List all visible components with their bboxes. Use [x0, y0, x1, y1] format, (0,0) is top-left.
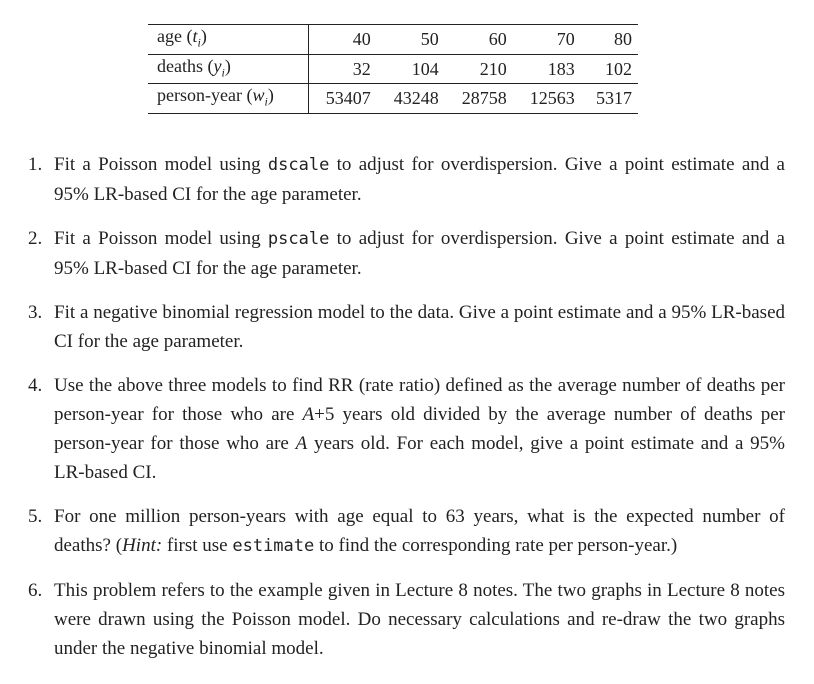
data-table — [148, 24, 638, 114]
table-row-deaths — [148, 54, 638, 84]
table-cell: 60 — [445, 25, 513, 55]
table-cell: 43248 — [377, 84, 445, 114]
problem-list — [0, 150, 785, 663]
table-cell: 50 — [377, 25, 445, 55]
table-cell: 183 — [513, 54, 581, 84]
problem-item-6: 6. This problem refers to the example given in Lecture 8 notes. The two graphs in Lecture 8 notes were drawn using the Poisson model. Do necessary calculations and re-draw the two graphs under the negative binomial model. — [0, 576, 785, 663]
table-cell: 28758 — [445, 84, 513, 114]
problem-number: 3. — [28, 302, 43, 323]
problem-number: 1. — [28, 154, 43, 175]
table-cell: 53407 — [308, 84, 377, 114]
table-cell: 210 — [445, 54, 513, 84]
problem-number: 5. — [28, 506, 43, 527]
table-row-person-year — [148, 84, 638, 114]
problem-item-2: 2. Fit a Poisson model using pscale to adjust for overdispersion. Give a point estimate and a 95% LR-based CI for the age parameter. — [0, 224, 785, 283]
table-cell: 104 — [377, 54, 445, 84]
problem-item-3: 3. Fit a negative binomial regression model to the data. Give a point estimate and a 95% LR-based CI for the age parameter. — [0, 298, 785, 356]
problem-item-5: 5. For one million person-years with age equal to 63 years, what is the expected number of deaths? (Hint: first use estimate to find the corresponding rate per person-year.) — [0, 502, 785, 561]
code-text: dscale — [267, 155, 330, 175]
problem-number: 4. — [28, 375, 43, 396]
table-cell: 5317 — [581, 84, 638, 114]
problem-item-1: 1. Fit a Poisson model using dscale to adjust for overdispersion. Give a point estimate and a 95% LR-based CI for the age parameter. — [0, 150, 785, 209]
row-label: deaths $(y_i)$ — [148, 54, 308, 84]
table-cell: 70 — [513, 25, 581, 55]
row-label: person-year $(w_i)$ — [148, 84, 308, 114]
row-label: age $(t_i)$ — [148, 25, 308, 55]
code-text: pscale — [267, 229, 330, 249]
code-text: estimate — [232, 536, 315, 556]
table-cell: 12563 — [513, 84, 581, 114]
table-cell: 40 — [308, 25, 377, 55]
problem-number: 2. — [28, 228, 43, 249]
problem-number: 6. — [28, 580, 43, 601]
table-cell: 80 — [581, 25, 638, 55]
table-row-age — [148, 25, 638, 55]
table-cell: 32 — [308, 54, 377, 84]
problem-item-4: 4. Use the above three models to find RR (rate ratio) defined as the average number of deaths per person-year for those who are A+5 years old divided by the average number of deaths per person-year for those who are A years old. For each model, give a point estimate and a 95% LR-based CI. — [0, 371, 785, 487]
table-cell: 102 — [581, 54, 638, 84]
